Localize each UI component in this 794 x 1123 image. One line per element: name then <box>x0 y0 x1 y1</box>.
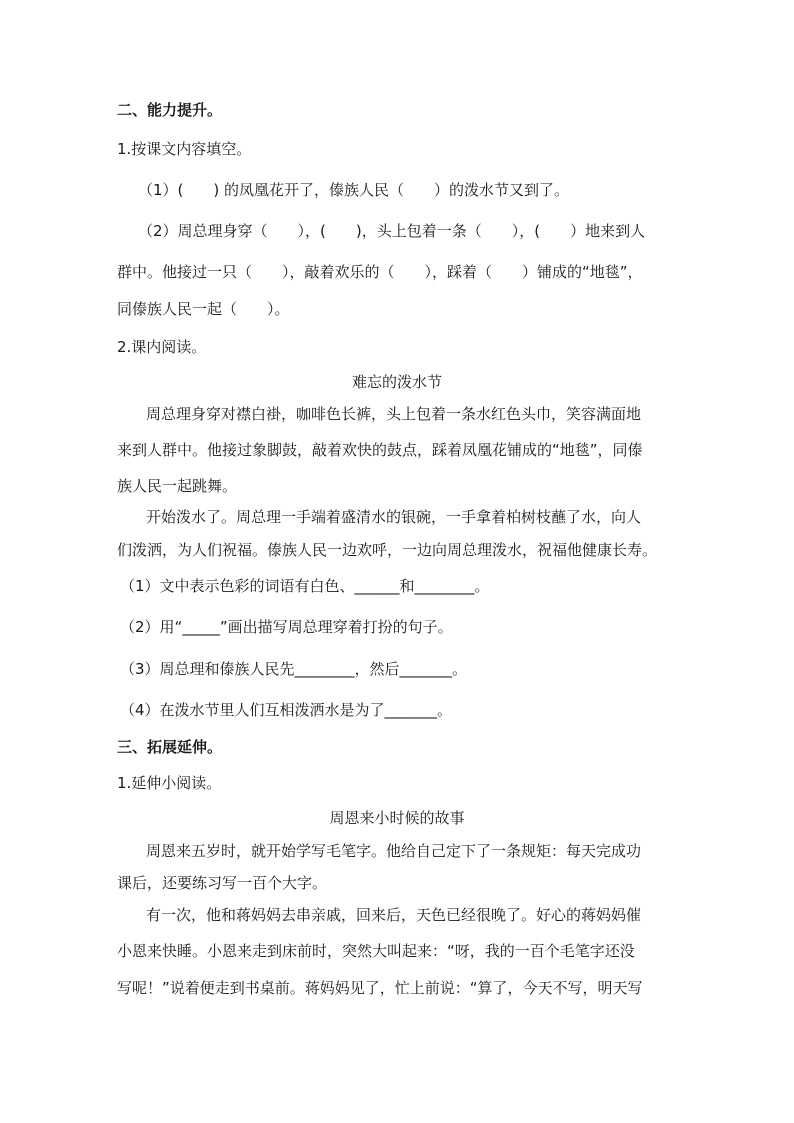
passage-line: 开始泼水了。周总理一手端着盛清水的银碗，一手拿着柏树枝蘸了水，向人 <box>146 508 642 526</box>
reading-question-2: （2）用“_____”画出描写周总理穿着打扮的句子。 <box>120 618 453 636</box>
question-2-label: 2.课内阅读。 <box>117 338 207 356</box>
extension-question-1-label: 1.延伸小阅读。 <box>117 774 222 792</box>
story-line: 写呢！”说着便走到书桌前。蒋妈妈见了，忙上前说：“算了，今天不写，明天写 <box>117 979 643 997</box>
fill-blank-1: （1）( ) 的凤凰花开了，傣族人民（ ）的泼水节又到了。 <box>138 181 570 199</box>
fill-blank-2-line2: 群中。他接过一只（ ），敲着欢乐的（ ），踩着（ ）铺成的“地毯”， <box>117 263 643 281</box>
question-1-label: 1.按课文内容填空。 <box>117 140 252 158</box>
passage-line: 周总理身穿对襟白褂，咖啡色长裤，头上包着一条水红色头巾，笑容满面地 <box>146 405 642 423</box>
reading-question-3: （3）周总理和傣族人民先________，然后_______。 <box>120 660 468 678</box>
passage-line: 族人民一起跳舞。 <box>117 477 238 495</box>
passage-line: 来到人群中。他接过象脚鼓，敲着欢快的鼓点，踩着凤凰花铺成的“地毯”，同傣 <box>117 441 643 459</box>
reading-question-4: （4）在泼水节里人们互相泼洒水是为了_______。 <box>120 701 453 719</box>
section-heading-extension: 三、拓展延伸。 <box>117 738 223 756</box>
story-line: 小恩来快睡。小恩来走到床前时，突然大叫起来：“呀，我的一百个毛笔字还没 <box>117 942 635 960</box>
passage-line: 们泼洒，为人们祝福。傣族人民一边欢呼，一边向周总理泼水，祝福他健康长寿。 <box>117 541 658 559</box>
story-line: 周恩来五岁时，就开始学写毛笔字。他给自己定下了一条规矩：每天完成功 <box>146 842 642 860</box>
fill-blank-2-line3: 同傣族人民一起（ ）。 <box>117 300 290 318</box>
reading-title: 难忘的泼水节 <box>351 373 442 391</box>
story-line: 课后，还要练习写一百个大字。 <box>117 874 328 892</box>
fill-blank-2-line1: （2）周总理身穿（ ），( )，头上包着一条（ ），( ）地来到人 <box>138 222 646 240</box>
story-line: 有一次，他和蒋妈妈去串亲戚，回来后，天色已经很晚了。好心的蒋妈妈催 <box>146 906 642 924</box>
story-title: 周恩来小时候的故事 <box>329 809 465 827</box>
section-heading-ability: 二、能力提升。 <box>117 101 223 119</box>
reading-question-1: （1）文中表示色彩的词语有白色、______和________。 <box>120 577 490 595</box>
